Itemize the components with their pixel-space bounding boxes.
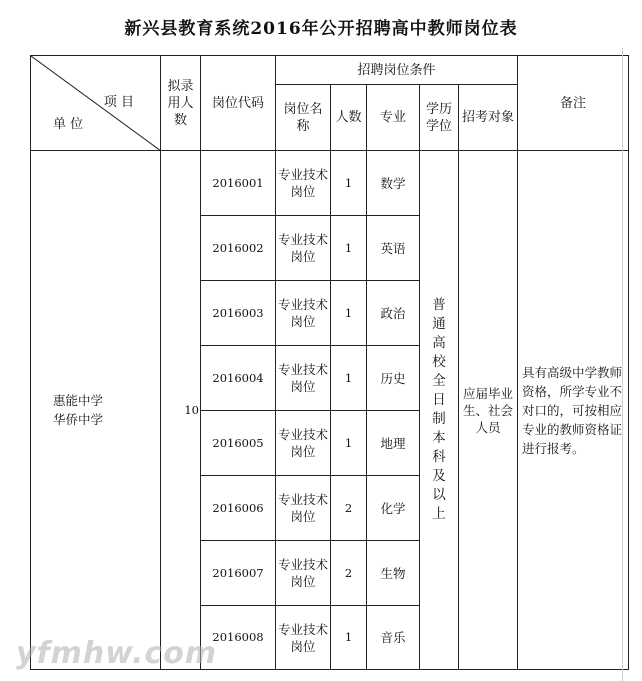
major-cell: 数学 [367,151,420,216]
count-cell: 2 [331,476,367,541]
post-code-cell: 2016008 [201,606,276,670]
major-cell: 政治 [367,281,420,346]
target-header: 招考对象 [459,85,518,151]
post-name-cell: 专业技术岗位 [276,411,331,476]
major-cell: 生物 [367,541,420,606]
count-cell: 1 [331,216,367,281]
item-label: 项 目 [103,95,134,110]
post-code-cell: 2016007 [201,541,276,606]
post-name-header: 岗位名称 [276,85,331,151]
education-cell: 普通高校全日制本科及以上 [420,151,459,670]
header-row-1 [31,56,629,85]
major-cell: 音乐 [367,606,420,670]
diagonal-line [31,56,161,151]
post-code-cell: 2016003 [201,281,276,346]
count-cell: 1 [331,151,367,216]
item-unit-header [31,56,161,151]
unit-label: 单 位 [53,117,84,132]
count-cell: 2 [331,541,367,606]
count-cell: 1 [331,281,367,346]
post-name-cell: 专业技术岗位 [276,346,331,411]
post-code-cell: 2016004 [201,346,276,411]
page-edge-line [622,48,623,681]
major-cell: 地理 [367,411,420,476]
post-code-cell: 2016001 [201,151,276,216]
page-title: 新兴县教育系统2016年公开招聘高中教师岗位表 [124,19,518,39]
post-name-cell: 专业技术岗位 [276,151,331,216]
post-code-cell: 2016006 [201,476,276,541]
post-code-header: 岗位代码 [201,56,276,151]
unit-cell: 惠能中学 华侨中学 [31,151,161,670]
major-cell: 英语 [367,216,420,281]
major-cell: 化学 [367,476,420,541]
table-row [31,151,629,216]
post-name-cell: 专业技术岗位 [276,281,331,346]
post-name-cell: 专业技术岗位 [276,476,331,541]
watermark: yfmhw.com [16,636,218,671]
major-cell: 历史 [367,346,420,411]
planned-header: 拟录用人数 [161,56,201,151]
planned-count-cell: 10 [161,151,201,670]
count-cell: 1 [331,606,367,670]
post-name-cell: 专业技术岗位 [276,216,331,281]
target-cell: 应届毕业生、社会人员 [459,151,518,670]
major-header: 专业 [367,85,420,151]
post-code-cell: 2016005 [201,411,276,476]
remarks-cell: 具有高级中学教师资格，所学专业不对口的，可按相应专业的教师资格证进行报考。 [518,151,629,670]
post-code-cell: 2016002 [201,216,276,281]
remarks-header: 备注 [518,56,629,151]
count-cell: 1 [331,411,367,476]
count-cell: 1 [331,346,367,411]
recruitment-table [30,55,629,670]
conditions-header: 招聘岗位条件 [276,56,518,85]
post-name-cell: 专业技术岗位 [276,606,331,670]
edu-header: 学历学位 [420,85,459,151]
post-name-cell: 专业技术岗位 [276,541,331,606]
count-header: 人数 [331,85,367,151]
